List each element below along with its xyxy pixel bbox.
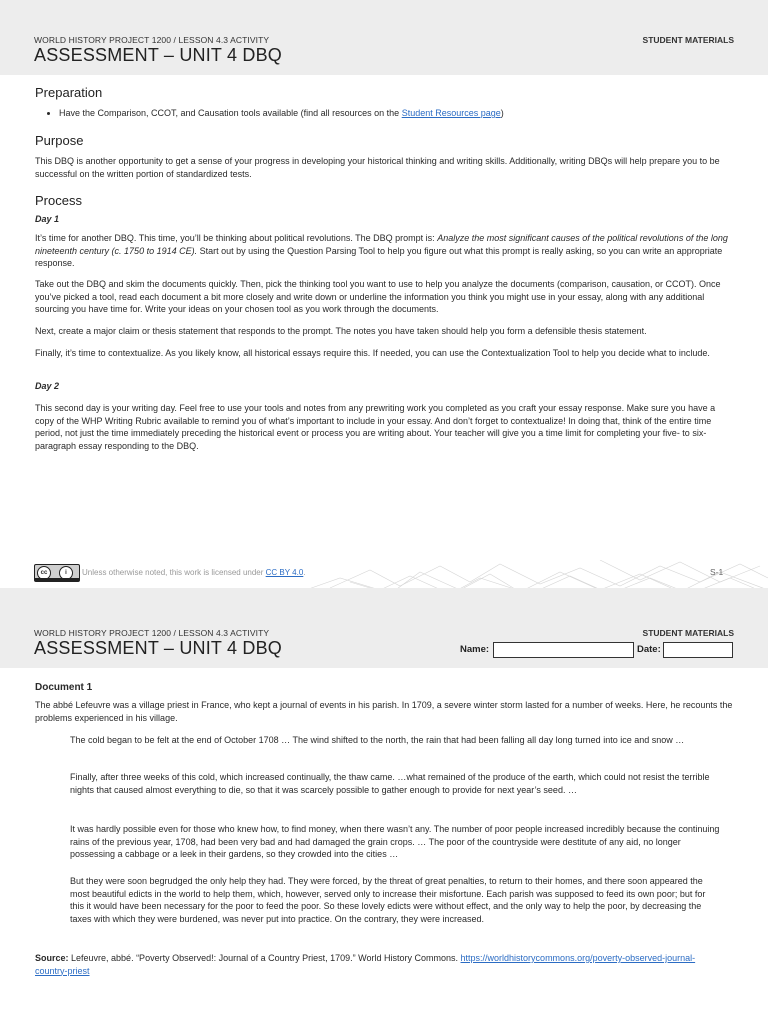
purpose-heading: Purpose bbox=[35, 133, 84, 148]
page-title: ASSESSMENT – UNIT 4 DBQ bbox=[34, 45, 283, 65]
quote-paragraph-1: The cold began to be felt at the end of October 1708 … The wind shifted to the north, the rain that had been falling all day long turned into ice and snow … bbox=[70, 735, 685, 745]
purpose-text: This DBQ is another opportunity to get a sense of your progress in developing your historical thinking and writing skills. Additionally, writing DBQs will help prepare you to be successful on the written portion of standardized tests. bbox=[35, 156, 720, 179]
student-materials-label: STUDENT MATERIALS bbox=[642, 628, 734, 638]
date-field[interactable] bbox=[663, 642, 733, 658]
student-materials-label: STUDENT MATERIALS bbox=[642, 35, 734, 45]
process-paragraph-4: Finally, it’s time to contextualize. As you likely know, all historical essays require this. If needed, you can use the Contextualization Tool to help you decide what to include. bbox=[35, 348, 710, 358]
name-field[interactable] bbox=[493, 642, 634, 658]
name-label: Name: bbox=[460, 644, 490, 655]
cc-by-link[interactable]: CC BY 4.0 bbox=[265, 568, 304, 577]
day2-heading: Day 2 bbox=[35, 381, 60, 391]
process-paragraph-3: Next, create a major claim or thesis statement that responds to the prompt. The notes you have taken should help you form a defensible thesis statement. bbox=[35, 326, 647, 336]
student-resources-link[interactable]: Student Resources page bbox=[401, 108, 501, 118]
lesson-label: WORLD HISTORY PROJECT 1200 / LESSON 4.3 ACTIVITY bbox=[34, 628, 270, 638]
process-paragraph-2: Take out the DBQ and skim the documents quickly. Then, pick the thinking tool you want to use to help you analyze the documents (comparison, causation, or CCOT). Once you’ve picked a tool, read each document a bit more closely and write down or underline the information you think you might use in your essay, along with any additional sourcing you have time for. Write your ideas on your chosen tool as you work through the documents. bbox=[35, 279, 721, 314]
process-paragraph-5: This second day is your writing day. Feel free to use your tools and notes from any prewriting work you completed as you craft your essay response. Make sure you have a copy of the WHP Writing Rubric available to remind you of what’s important to include in your essay. And don’t forget to contextualize! In doing that, think of the entire time period, not just the time immediately preceding the historical event or process you are writing about. Your teacher will give you a time limit for completing your five- to six-paragraph essay responding to the DBQ. bbox=[35, 403, 716, 451]
preparation-list bbox=[35, 107, 735, 120]
cc-icon: cc bbox=[37, 566, 51, 580]
document-1-source: Source: Lefeuvre, abbé. “Poverty Observed!: Journal of a Country Priest, 1709.” World History Commons. https://worldhistorycommons.org/poverty-observed-journal-country-priest bbox=[35, 953, 696, 976]
page-title: ASSESSMENT – UNIT 4 DBQ bbox=[34, 638, 283, 658]
quote-paragraph-4: But they were soon begrudged the only help they had. They were forced, by the threat of great penalties, to return to their homes, and there soon appeared the most beautiful edicts in the world to help them, which, however, served only to increase their misfortune. Each parish was supposed to feed its own poor; but for this it would have been necessary for the poor to feed the poor. So these lovely edicts were without effect, and the only way to help the poor, by decreasing the taxes with which they were burdened, was never put into practice. On the contrary, they were increased. bbox=[70, 876, 706, 924]
source-link[interactable]: https://worldhistorycommons.org/poverty-observed-journal-country-priest bbox=[35, 953, 696, 976]
list-item: • Have the Comparison, CCOT, and Causation tools available (find all resources on the Student Resources page) bbox=[59, 107, 735, 120]
process-heading: Process bbox=[35, 193, 82, 208]
page-break bbox=[0, 588, 768, 620]
lesson-label: WORLD HISTORY PROJECT 1200 / LESSON 4.3 ACTIVITY bbox=[34, 35, 270, 45]
preparation-heading: Preparation bbox=[35, 85, 103, 100]
page2-header bbox=[0, 620, 768, 668]
quote-paragraph-2: Finally, after three weeks of this cold, which increased continually, the thaw came. …what remained of the produce of the earth, which could not resist the terrible nights that caused almost everything to die, so that it was scarcely possible to gather enough to provide for next year’s seed. … bbox=[70, 772, 710, 795]
date-label: Date: bbox=[637, 644, 661, 655]
day1-heading: Day 1 bbox=[35, 214, 60, 224]
license-text: Unless otherwise noted, this work is licensed under CC BY 4.0. bbox=[82, 568, 306, 577]
document-1-intro: The abbé Lefeuvre was a village priest in France, who kept a journal of events in his parish. In 1709, a severe winter storm lasted for a number of weeks. Here, he recounts the problems experienced in his village. bbox=[35, 700, 733, 723]
process-paragraph-1: It’s time for another DBQ. This time, you’ll be thinking about political revolutions. The DBQ prompt is: Analyze the most significant causes of the political revolutions of the long nineteenth century (c. 1750 to 1914 CE). Start out by using the Question Parsing Tool to help you figure out what this prompt is really asking, so you can write an appropriate response. bbox=[35, 233, 728, 268]
page-number: S-1 bbox=[710, 567, 724, 577]
quote-paragraph-3: It was hardly possible even for those who knew how, to find money, when there wasn’t any. The number of poor people increased incredibly because the continuing rains of the previous year, 1708, had been very bad and had damaged the grain crops. … The poor of the countryside were destitute of any aid, no longer possessing a cabbage or a leek in their gardens, so they crowded into the cities … bbox=[70, 824, 720, 859]
document-1-heading: Document 1 bbox=[35, 682, 93, 693]
cc-license-badge bbox=[34, 564, 80, 582]
attribution-icon: i bbox=[59, 566, 73, 580]
page1-header bbox=[0, 0, 768, 75]
